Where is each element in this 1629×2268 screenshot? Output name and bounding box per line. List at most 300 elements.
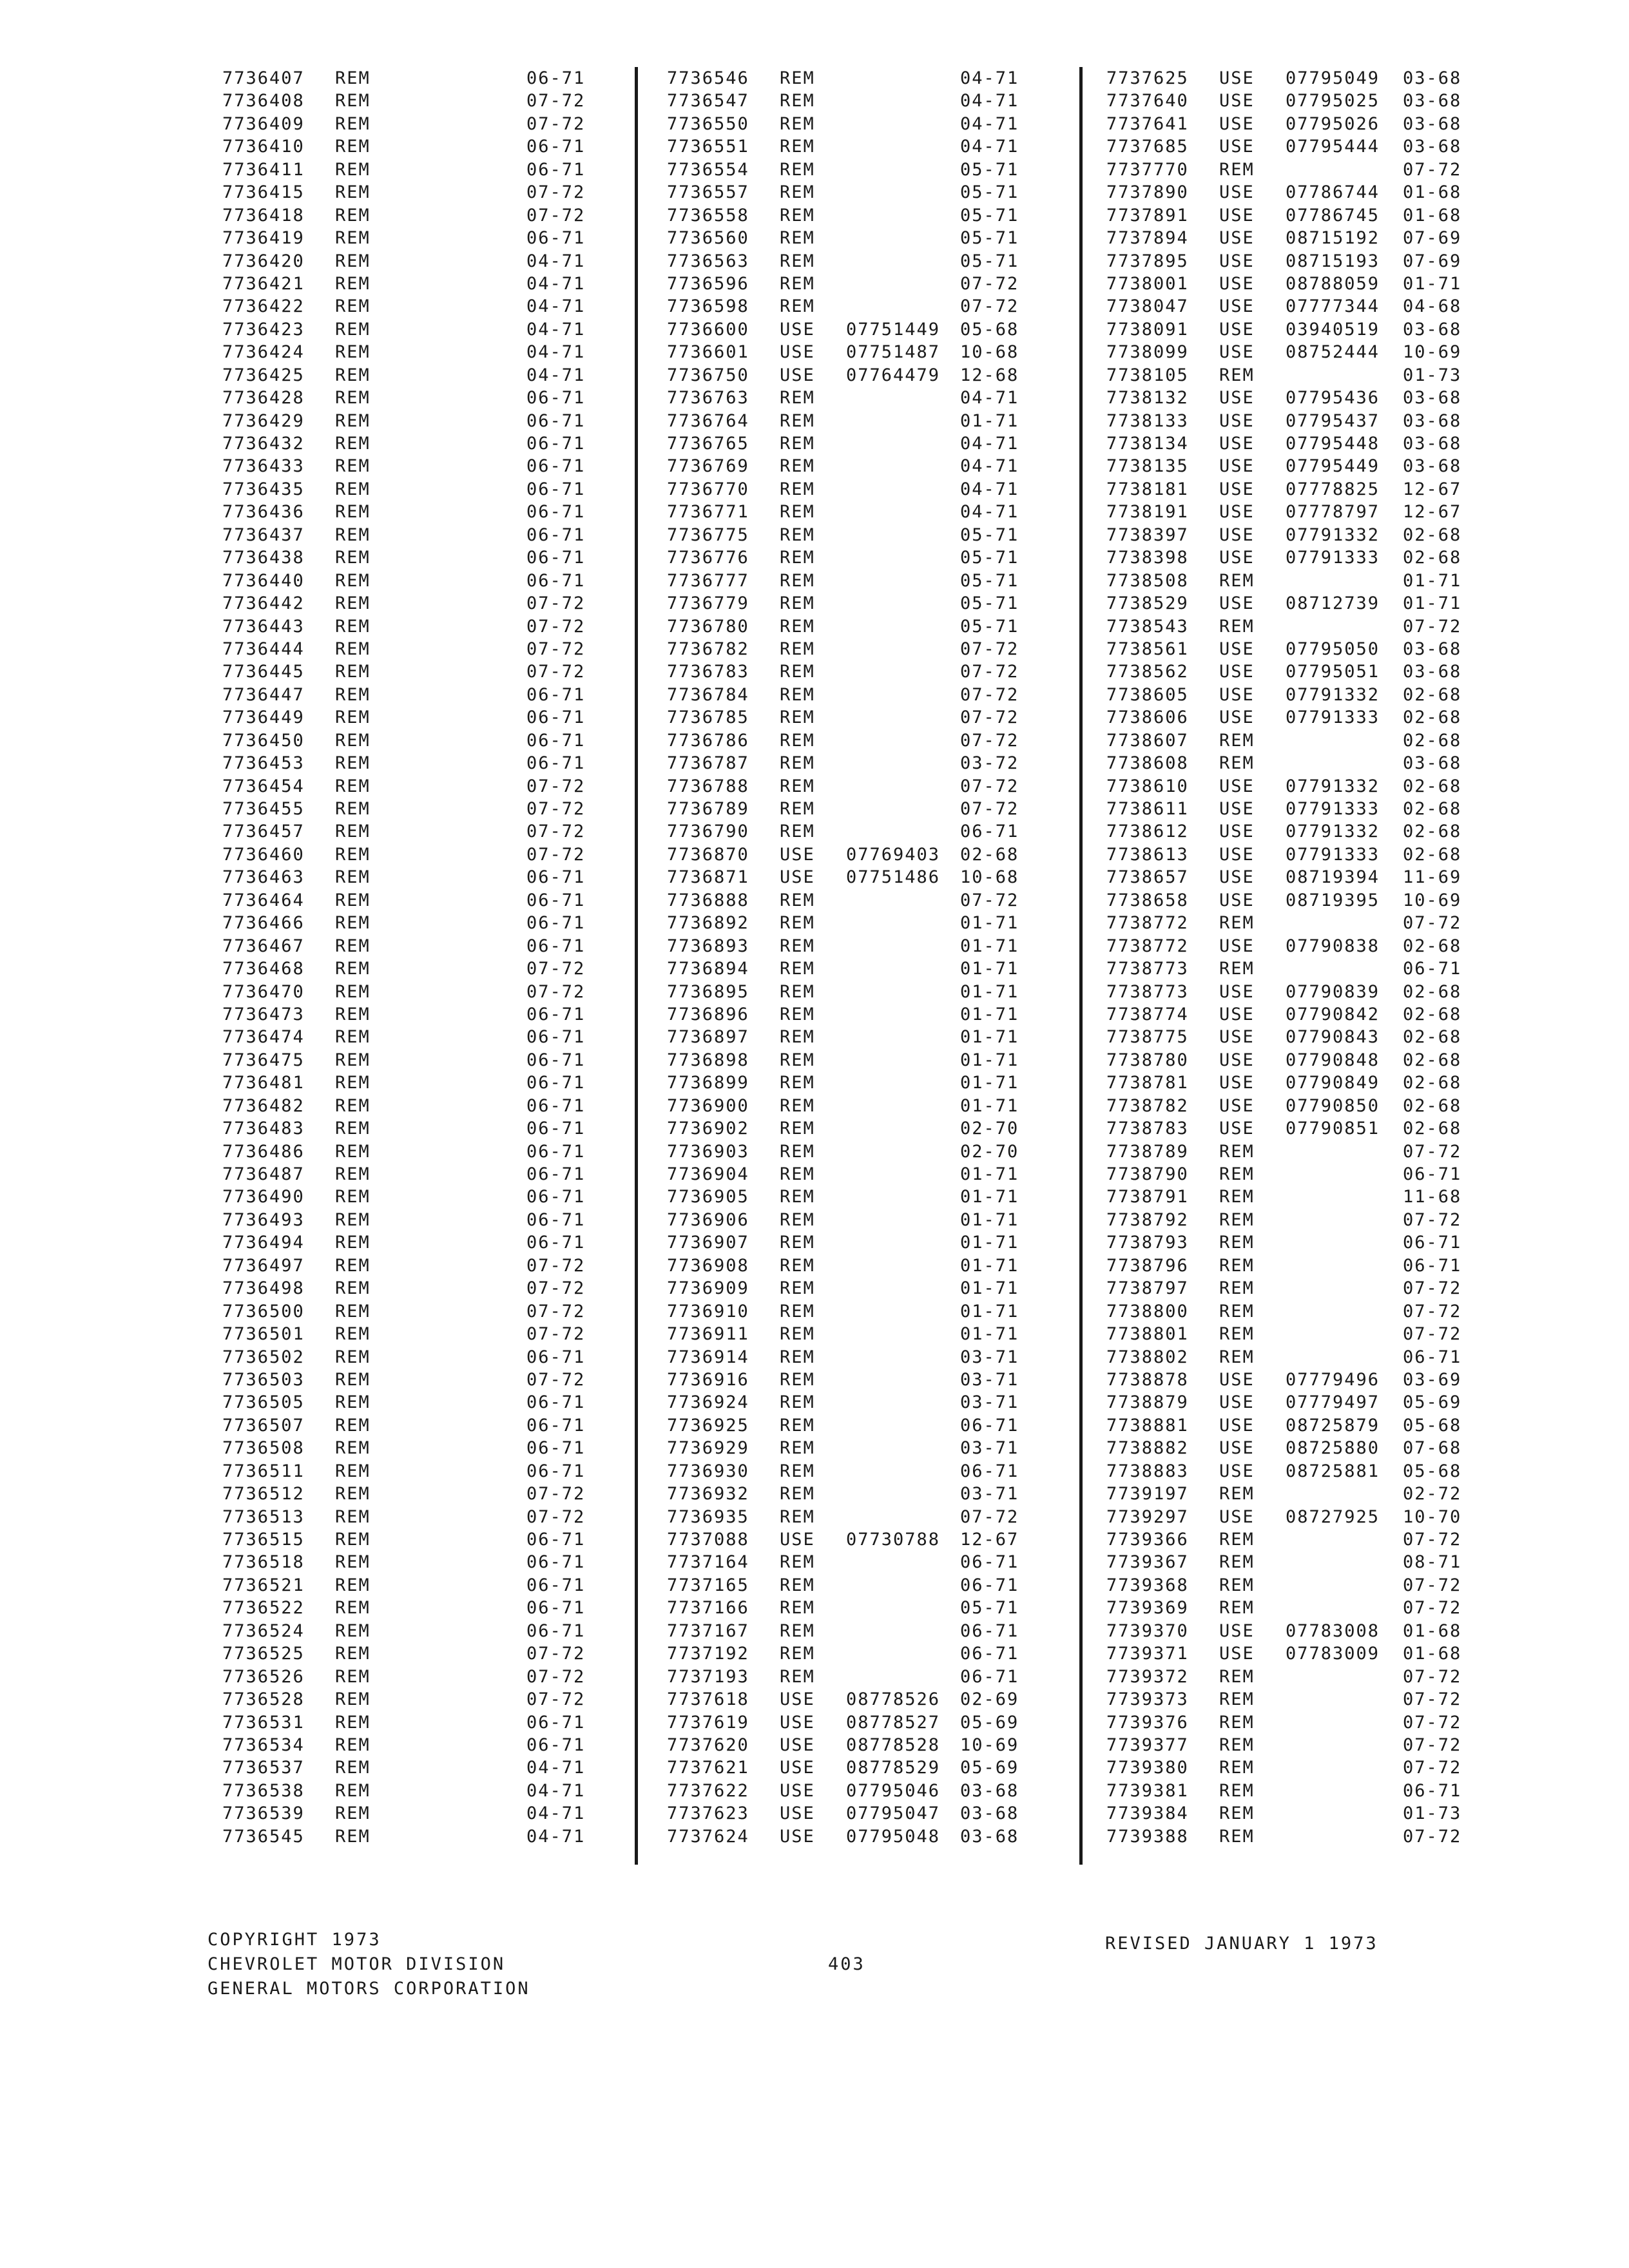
action-code: REM — [1219, 1530, 1255, 1550]
action-code: REM — [1219, 1164, 1255, 1184]
action-code: REM — [335, 684, 371, 705]
effective-date: 07-72 — [960, 707, 1019, 728]
part-number: 7737625 — [1106, 68, 1189, 88]
effective-date: 06-71 — [526, 502, 586, 523]
effective-date: 12-68 — [960, 365, 1019, 385]
action-code: REM — [1219, 570, 1255, 591]
action-code: REM — [335, 365, 371, 385]
action-code: USE — [780, 1712, 815, 1733]
action-code: REM — [335, 319, 371, 340]
part-number: 7736438 — [222, 548, 305, 568]
effective-date: 01-71 — [960, 1324, 1019, 1345]
action-code: USE — [780, 342, 815, 363]
action-code: REM — [335, 205, 371, 226]
action-code: REM — [1219, 1780, 1255, 1801]
effective-date: 05-68 — [960, 319, 1019, 340]
action-code: REM — [780, 524, 815, 545]
action-code: REM — [780, 159, 815, 180]
action-code: REM — [780, 434, 815, 454]
part-number: 7738773 — [1106, 959, 1189, 979]
effective-date: 03-71 — [960, 1484, 1019, 1504]
part-number: 7736910 — [667, 1301, 749, 1321]
part-number: 7738191 — [1106, 502, 1189, 523]
action-code: USE — [1219, 1119, 1255, 1139]
action-code: REM — [335, 1233, 371, 1253]
part-number: 7739377 — [1106, 1735, 1189, 1755]
effective-date: 02-68 — [1403, 936, 1462, 956]
effective-date: 03-71 — [960, 1438, 1019, 1459]
effective-date: 02-70 — [960, 1119, 1019, 1139]
part-number: 7739368 — [1106, 1575, 1189, 1595]
action-code: REM — [335, 68, 371, 88]
effective-date: 07-72 — [526, 1324, 586, 1345]
effective-date: 02-68 — [1403, 1004, 1462, 1024]
action-code: REM — [335, 159, 371, 180]
part-number: 7736513 — [222, 1506, 305, 1527]
action-code: REM — [780, 593, 815, 614]
effective-date: 01-71 — [960, 1278, 1019, 1299]
part-number: 7736782 — [667, 639, 749, 659]
part-number: 7736445 — [222, 662, 305, 682]
effective-date: 02-68 — [1403, 730, 1462, 751]
effective-date: 07-72 — [960, 799, 1019, 819]
action-code: USE — [1219, 844, 1255, 865]
action-code: REM — [780, 890, 815, 910]
action-code: REM — [335, 1438, 371, 1459]
part-number: 7738882 — [1106, 1438, 1189, 1459]
action-code: REM — [335, 91, 371, 111]
action-code: REM — [335, 913, 371, 934]
replacement-part: 07769403 — [846, 844, 941, 865]
part-number: 7736407 — [222, 68, 305, 88]
part-number: 7736474 — [222, 1027, 305, 1048]
action-code: REM — [335, 822, 371, 842]
replacement-part: 07764479 — [846, 365, 941, 385]
action-code: REM — [1219, 913, 1255, 934]
action-code: USE — [1219, 1369, 1255, 1390]
effective-date: 01-71 — [960, 1187, 1019, 1207]
effective-date: 02-68 — [1403, 981, 1462, 1002]
effective-date: 11-69 — [1403, 867, 1462, 888]
action-code: REM — [780, 1552, 815, 1573]
effective-date: 07-72 — [526, 113, 586, 134]
replacement-part: 07790843 — [1286, 1027, 1380, 1048]
part-number: 7736930 — [667, 1461, 749, 1481]
action-code: REM — [780, 936, 815, 956]
effective-date: 06-71 — [526, 1141, 586, 1162]
part-number: 7738047 — [1106, 296, 1189, 317]
effective-date: 07-72 — [526, 205, 586, 226]
effective-date: 03-68 — [1403, 319, 1462, 340]
effective-date: 01-71 — [960, 913, 1019, 934]
action-code: USE — [1219, 1461, 1255, 1481]
effective-date: 06-71 — [526, 228, 586, 249]
effective-date: 06-71 — [960, 1620, 1019, 1641]
replacement-part: 07790842 — [1286, 1004, 1380, 1024]
part-number: 7737620 — [667, 1735, 749, 1755]
part-number: 7738658 — [1106, 890, 1189, 910]
replacement-part: 07795436 — [1286, 388, 1380, 408]
effective-date: 02-68 — [1403, 1027, 1462, 1048]
action-code: REM — [780, 753, 815, 774]
effective-date: 06-71 — [960, 1644, 1019, 1664]
effective-date: 10-68 — [960, 342, 1019, 363]
effective-date: 02-68 — [1403, 799, 1462, 819]
action-code: REM — [335, 479, 371, 499]
part-number: 7736415 — [222, 182, 305, 203]
part-number: 7736750 — [667, 365, 749, 385]
action-code: REM — [335, 113, 371, 134]
action-code: REM — [780, 273, 815, 294]
action-code: REM — [1219, 1689, 1255, 1710]
part-number: 7738529 — [1106, 593, 1189, 614]
action-code: REM — [335, 251, 371, 271]
action-code: REM — [335, 1141, 371, 1162]
effective-date: 03-68 — [1403, 91, 1462, 111]
effective-date: 07-68 — [1403, 1438, 1462, 1459]
effective-date: 07-72 — [960, 776, 1019, 796]
part-number: 7736408 — [222, 91, 305, 111]
effective-date: 06-71 — [960, 1666, 1019, 1687]
effective-date: 01-71 — [960, 1050, 1019, 1070]
effective-date: 06-71 — [526, 1392, 586, 1413]
part-number: 7738780 — [1106, 1050, 1189, 1070]
effective-date: 06-71 — [526, 1233, 586, 1253]
part-number: 7736539 — [222, 1803, 305, 1824]
effective-date: 06-71 — [1403, 1347, 1462, 1367]
part-number: 7736497 — [222, 1255, 305, 1276]
replacement-part: 07790838 — [1286, 936, 1380, 956]
effective-date: 06-71 — [526, 159, 586, 180]
action-code: USE — [1219, 273, 1255, 294]
part-number: 7738879 — [1106, 1392, 1189, 1413]
effective-date: 03-68 — [1403, 137, 1462, 157]
action-code: REM — [335, 890, 371, 910]
replacement-part: 07783008 — [1286, 1620, 1380, 1641]
part-number: 7738105 — [1106, 365, 1189, 385]
action-code: REM — [1219, 1233, 1255, 1253]
action-code: REM — [780, 1187, 815, 1207]
part-number: 7738789 — [1106, 1141, 1189, 1162]
effective-date: 03-71 — [960, 1347, 1019, 1367]
part-number: 7736783 — [667, 662, 749, 682]
part-number: 7736870 — [667, 844, 749, 865]
effective-date: 03-68 — [1403, 639, 1462, 659]
part-number: 7738772 — [1106, 913, 1189, 934]
replacement-part: 07783009 — [1286, 1644, 1380, 1664]
effective-date: 06-71 — [526, 548, 586, 568]
effective-date: 07-72 — [526, 1484, 586, 1504]
part-number: 7736902 — [667, 1119, 749, 1139]
action-code: REM — [780, 182, 815, 203]
part-number: 7736522 — [222, 1598, 305, 1619]
effective-date: 01-71 — [960, 1209, 1019, 1230]
effective-date: 06-71 — [526, 684, 586, 705]
effective-date: 02-68 — [1403, 776, 1462, 796]
part-number: 7736505 — [222, 1392, 305, 1413]
action-code: USE — [1219, 137, 1255, 157]
effective-date: 01-73 — [1403, 365, 1462, 385]
effective-date: 07-72 — [526, 91, 586, 111]
part-number: 7736775 — [667, 524, 749, 545]
part-number: 7737895 — [1106, 251, 1189, 271]
action-code: USE — [1219, 182, 1255, 203]
part-number: 7736787 — [667, 753, 749, 774]
effective-date: 02-68 — [1403, 524, 1462, 545]
part-number: 7736429 — [222, 410, 305, 431]
replacement-part: 07790849 — [1286, 1073, 1380, 1093]
effective-date: 07-72 — [526, 1255, 586, 1276]
effective-date: 07-72 — [960, 1506, 1019, 1527]
part-number: 7738797 — [1106, 1278, 1189, 1299]
part-number: 7736453 — [222, 753, 305, 774]
part-number: 7736558 — [667, 205, 749, 226]
action-code: REM — [780, 1598, 815, 1619]
action-code: USE — [1219, 1438, 1255, 1459]
action-code: REM — [335, 1324, 371, 1345]
part-number: 7736925 — [667, 1415, 749, 1436]
action-code: REM — [780, 639, 815, 659]
replacement-part: 08712739 — [1286, 593, 1380, 614]
action-code: REM — [780, 137, 815, 157]
action-code: REM — [335, 524, 371, 545]
effective-date: 04-71 — [526, 319, 586, 340]
effective-date: 02-68 — [1403, 548, 1462, 568]
action-code: REM — [335, 296, 371, 317]
action-code: REM — [1219, 1484, 1255, 1504]
revised-date: REVISED JANUARY 1 1973 — [1105, 1934, 1378, 1954]
effective-date: 03-68 — [1403, 456, 1462, 477]
action-code: REM — [335, 1461, 371, 1481]
replacement-part: 07790848 — [1286, 1050, 1380, 1070]
part-number: 7736481 — [222, 1073, 305, 1093]
part-number: 7736424 — [222, 342, 305, 363]
action-code: REM — [335, 753, 371, 774]
part-number: 7738883 — [1106, 1461, 1189, 1481]
effective-date: 07-72 — [1403, 1712, 1462, 1733]
part-number: 7736932 — [667, 1484, 749, 1504]
action-code: REM — [1219, 1758, 1255, 1778]
effective-date: 06-71 — [960, 1461, 1019, 1481]
effective-date: 02-68 — [1403, 1119, 1462, 1139]
part-number: 7737891 — [1106, 205, 1189, 226]
part-number: 7737770 — [1106, 159, 1189, 180]
effective-date: 01-71 — [960, 936, 1019, 956]
effective-date: 07-72 — [1403, 1758, 1462, 1778]
effective-date: 02-70 — [960, 1141, 1019, 1162]
column-divider — [635, 67, 638, 1865]
part-number: 7736765 — [667, 434, 749, 454]
effective-date: 05-71 — [960, 182, 1019, 203]
action-code: REM — [335, 137, 371, 157]
effective-date: 02-68 — [1403, 1095, 1462, 1116]
part-number: 7736463 — [222, 867, 305, 888]
action-code: REM — [780, 1233, 815, 1253]
effective-date: 07-72 — [526, 639, 586, 659]
part-number: 7736899 — [667, 1073, 749, 1093]
effective-date: 03-68 — [1403, 68, 1462, 88]
replacement-part: 07730788 — [846, 1530, 941, 1550]
action-code: REM — [780, 456, 815, 477]
effective-date: 07-72 — [960, 684, 1019, 705]
action-code: USE — [1219, 1392, 1255, 1413]
effective-date: 04-71 — [526, 342, 586, 363]
action-code: REM — [335, 1644, 371, 1664]
effective-date: 06-71 — [526, 707, 586, 728]
part-number: 7739381 — [1106, 1780, 1189, 1801]
action-code: USE — [1219, 890, 1255, 910]
part-number: 7739370 — [1106, 1620, 1189, 1641]
action-code: USE — [1219, 936, 1255, 956]
effective-date: 02-68 — [1403, 844, 1462, 865]
part-number: 7736563 — [667, 251, 749, 271]
effective-date: 02-68 — [1403, 1050, 1462, 1070]
action-code: REM — [335, 570, 371, 591]
effective-date: 01-68 — [1403, 1620, 1462, 1641]
effective-date: 05-69 — [960, 1712, 1019, 1733]
effective-date: 06-71 — [526, 1209, 586, 1230]
effective-date: 04-71 — [960, 388, 1019, 408]
effective-date: 07-72 — [1403, 1324, 1462, 1345]
effective-date: 05-71 — [960, 593, 1019, 614]
action-code: REM — [780, 1073, 815, 1093]
action-code: REM — [780, 684, 815, 705]
action-code: REM — [780, 1278, 815, 1299]
part-number: 7736777 — [667, 570, 749, 591]
effective-date: 01-68 — [1403, 1644, 1462, 1664]
effective-date: 07-72 — [526, 1689, 586, 1710]
action-code: REM — [335, 844, 371, 865]
effective-date: 06-71 — [526, 890, 586, 910]
action-code: REM — [335, 1689, 371, 1710]
effective-date: 06-71 — [526, 753, 586, 774]
part-number: 7738607 — [1106, 730, 1189, 751]
part-number: 7736493 — [222, 1209, 305, 1230]
part-number: 7739197 — [1106, 1484, 1189, 1504]
effective-date: 07-72 — [1403, 913, 1462, 934]
replacement-part: 08778529 — [846, 1758, 941, 1778]
effective-date: 06-71 — [526, 434, 586, 454]
action-code: REM — [1219, 1187, 1255, 1207]
effective-date: 07-72 — [1403, 1666, 1462, 1687]
part-number: 7736525 — [222, 1644, 305, 1664]
part-number: 7736486 — [222, 1141, 305, 1162]
action-code: REM — [335, 1278, 371, 1299]
effective-date: 04-71 — [526, 1758, 586, 1778]
part-number: 7736409 — [222, 113, 305, 134]
replacement-part: 07791332 — [1286, 684, 1380, 705]
effective-date: 06-71 — [526, 1187, 586, 1207]
part-number: 7736911 — [667, 1324, 749, 1345]
effective-date: 04-71 — [526, 365, 586, 385]
part-number: 7738132 — [1106, 388, 1189, 408]
part-number: 7736450 — [222, 730, 305, 751]
part-number: 7736780 — [667, 616, 749, 637]
part-number: 7738181 — [1106, 479, 1189, 499]
part-number: 7736888 — [667, 890, 749, 910]
part-number: 7736442 — [222, 593, 305, 614]
part-number: 7736515 — [222, 1530, 305, 1550]
part-number: 7737624 — [667, 1826, 749, 1847]
action-code: REM — [780, 68, 815, 88]
action-code: REM — [780, 1484, 815, 1504]
part-number: 7736507 — [222, 1415, 305, 1436]
part-number: 7738135 — [1106, 456, 1189, 477]
part-number: 7739367 — [1106, 1552, 1189, 1573]
part-number: 7736896 — [667, 1004, 749, 1024]
action-code: REM — [780, 1620, 815, 1641]
effective-date: 04-71 — [526, 1780, 586, 1801]
part-number: 7737894 — [1106, 228, 1189, 249]
replacement-part: 08715193 — [1286, 251, 1380, 271]
action-code: REM — [335, 182, 371, 203]
part-number: 7736470 — [222, 981, 305, 1002]
action-code: USE — [780, 867, 815, 888]
effective-date: 10-70 — [1403, 1506, 1462, 1527]
page-number: 403 — [828, 1954, 865, 1974]
action-code: REM — [780, 1644, 815, 1664]
action-code: REM — [780, 1095, 815, 1116]
part-number: 7736475 — [222, 1050, 305, 1070]
part-number: 7739297 — [1106, 1506, 1189, 1527]
part-number: 7739380 — [1106, 1758, 1189, 1778]
action-code: REM — [1219, 1712, 1255, 1733]
part-number: 7736494 — [222, 1233, 305, 1253]
part-number: 7736560 — [667, 228, 749, 249]
part-number: 7737641 — [1106, 113, 1189, 134]
replacement-part: 07778825 — [1286, 479, 1380, 499]
action-code: USE — [1219, 684, 1255, 705]
part-number: 7736551 — [667, 137, 749, 157]
copyright-block — [207, 1928, 530, 2001]
action-code: USE — [1219, 822, 1255, 842]
action-code: REM — [335, 1255, 371, 1276]
effective-date: 02-68 — [1403, 1073, 1462, 1093]
effective-date: 07-72 — [526, 1301, 586, 1321]
action-code: REM — [1219, 1324, 1255, 1345]
effective-date: 01-68 — [1403, 205, 1462, 226]
action-code: USE — [1219, 296, 1255, 317]
part-number: 7736524 — [222, 1620, 305, 1641]
effective-date: 06-71 — [526, 1004, 586, 1024]
replacement-part: 07790839 — [1286, 981, 1380, 1002]
part-number: 7738772 — [1106, 936, 1189, 956]
action-code: USE — [1219, 1050, 1255, 1070]
action-code: USE — [1219, 1506, 1255, 1527]
effective-date: 06-71 — [526, 730, 586, 751]
effective-date: 06-71 — [526, 570, 586, 591]
action-code: REM — [1219, 159, 1255, 180]
action-code: REM — [780, 296, 815, 317]
part-number: 7739384 — [1106, 1803, 1189, 1824]
part-number: 7737685 — [1106, 137, 1189, 157]
part-number: 7738781 — [1106, 1073, 1189, 1093]
effective-date: 01-71 — [960, 410, 1019, 431]
column-divider — [1079, 67, 1083, 1865]
effective-date: 07-72 — [1403, 1735, 1462, 1755]
effective-date: 12-67 — [960, 1530, 1019, 1550]
part-number: 7736455 — [222, 799, 305, 819]
part-number: 7736898 — [667, 1050, 749, 1070]
action-code: REM — [335, 1666, 371, 1687]
part-number: 7736554 — [667, 159, 749, 180]
effective-date: 10-69 — [1403, 890, 1462, 910]
action-code: USE — [780, 1758, 815, 1778]
action-code: REM — [335, 1484, 371, 1504]
part-number: 7736892 — [667, 913, 749, 934]
action-code: REM — [780, 1255, 815, 1276]
action-code: REM — [780, 1415, 815, 1436]
